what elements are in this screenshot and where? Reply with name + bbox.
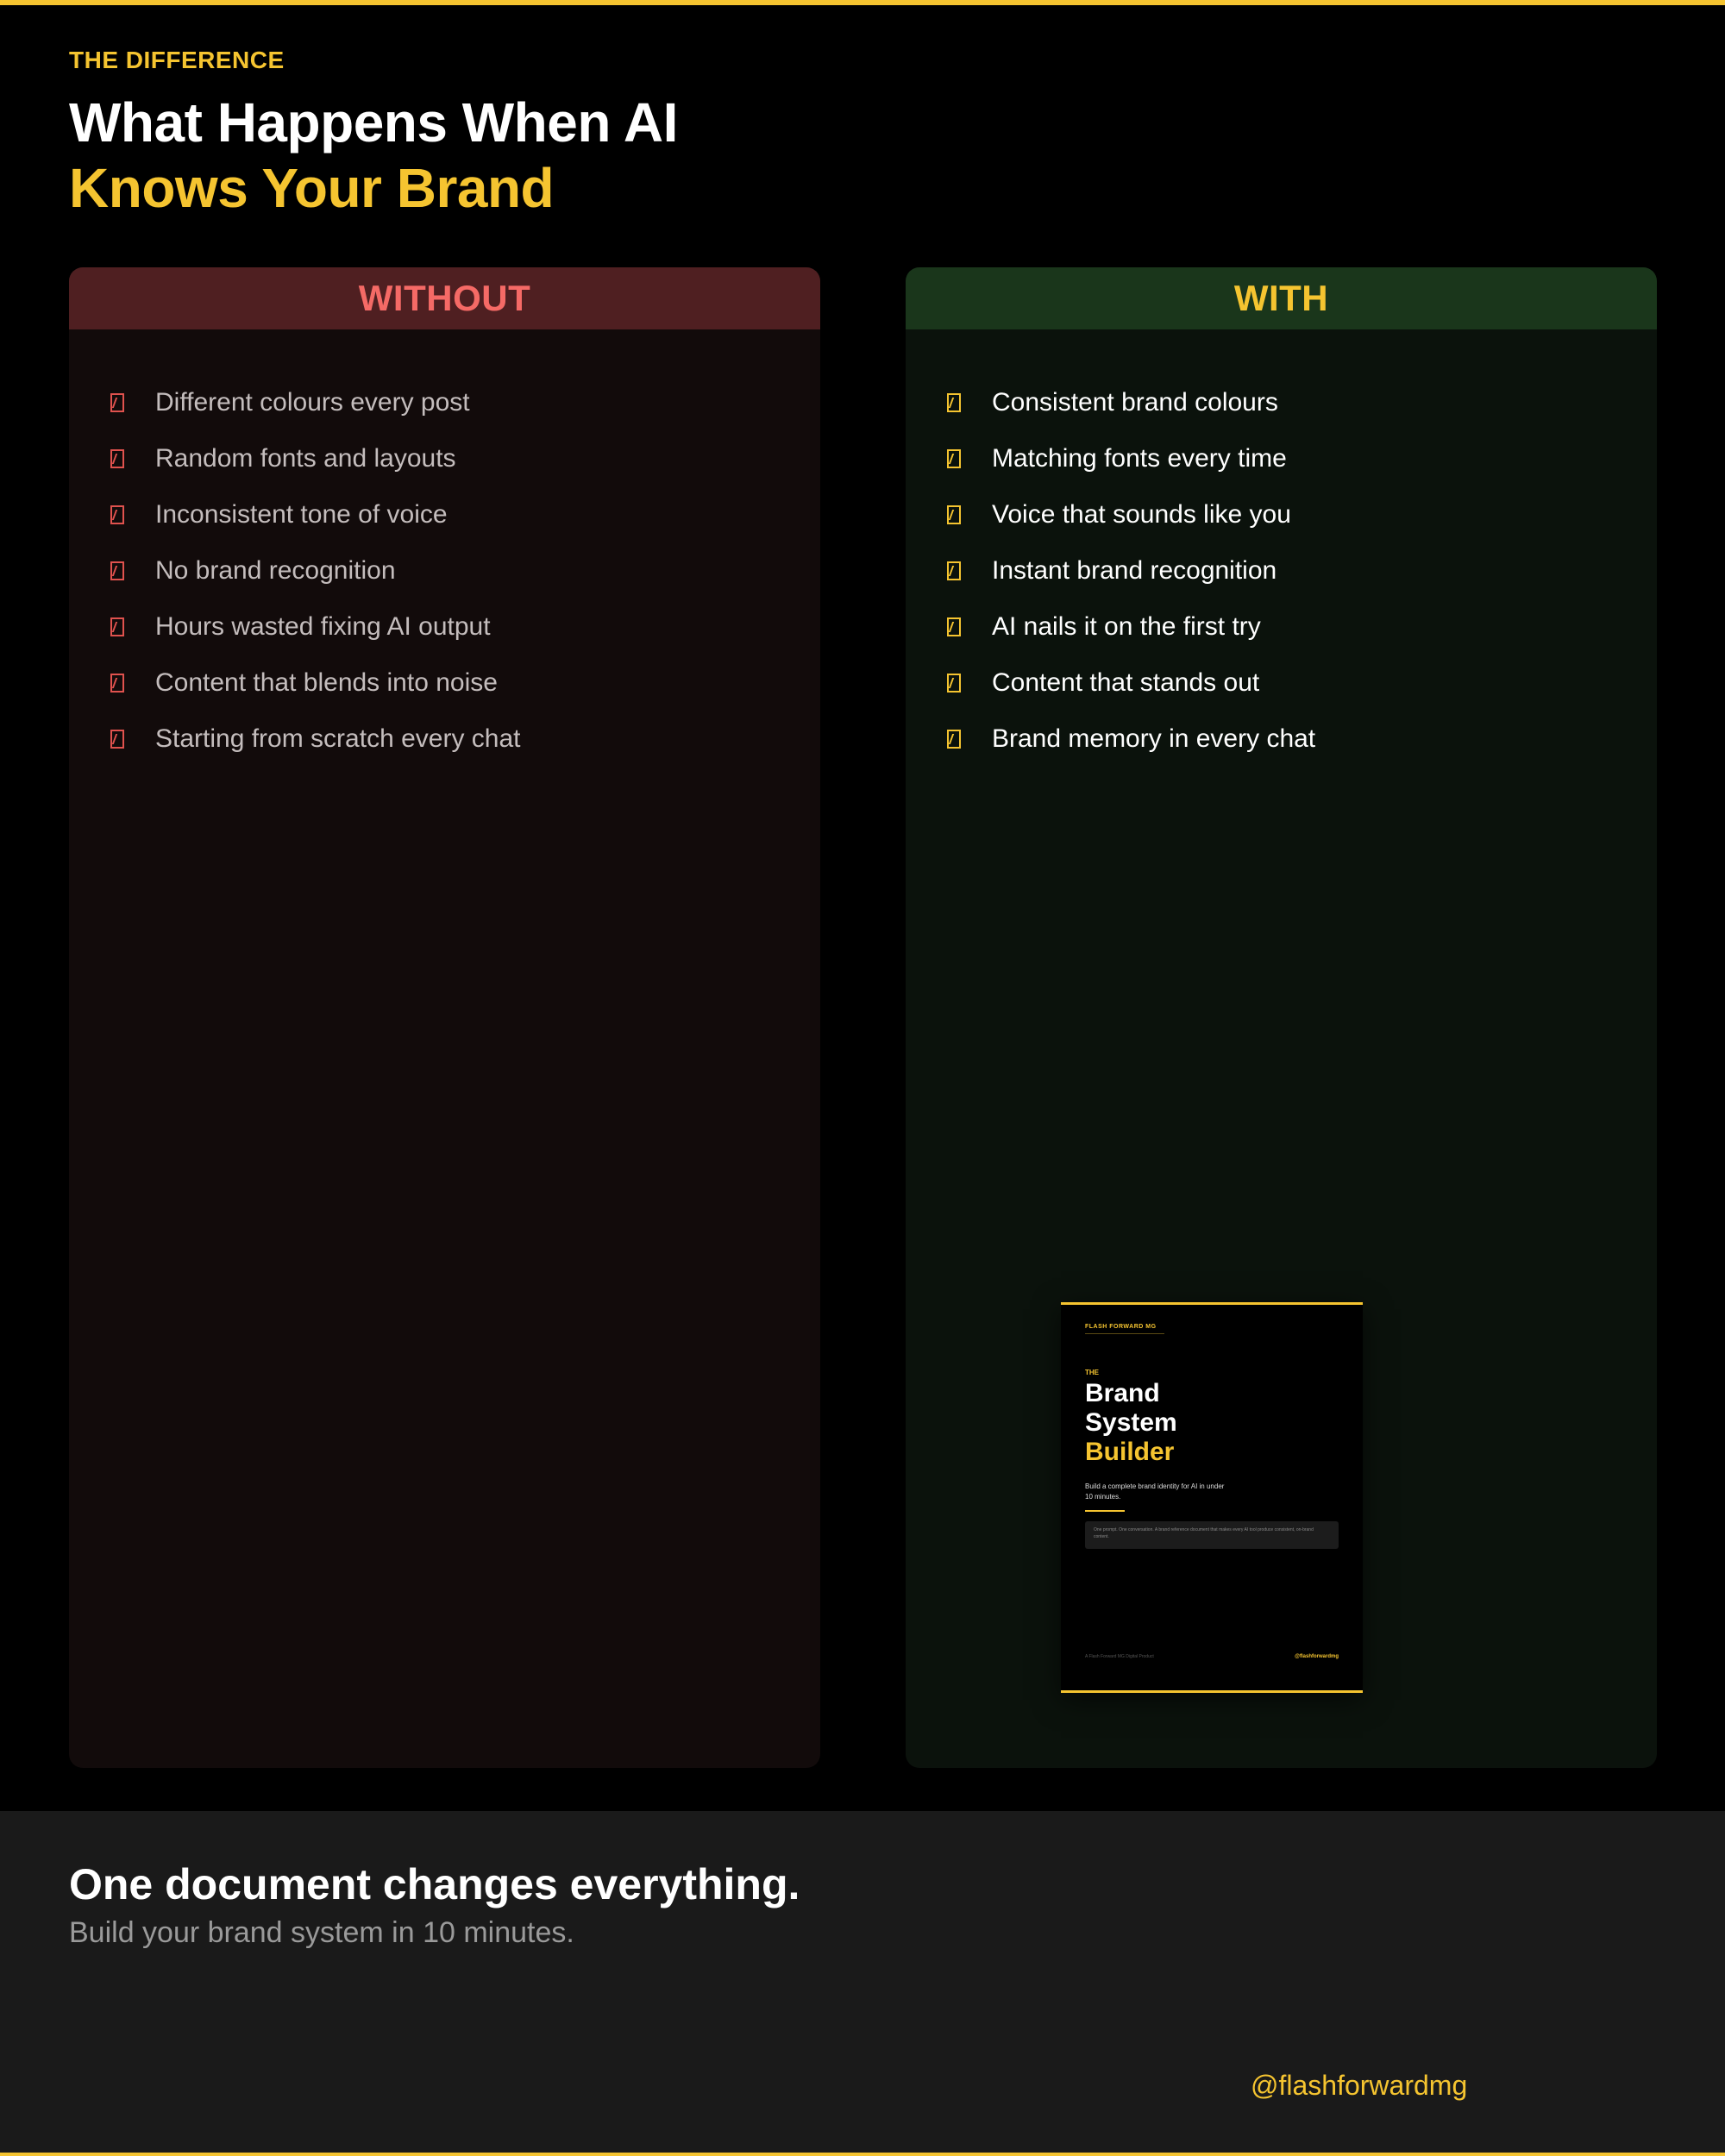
- cross-icon: [110, 674, 155, 693]
- check-icon: [947, 449, 992, 468]
- social-handle[interactable]: @flashforwardmg: [1251, 2070, 1468, 2101]
- check-icon: [947, 617, 992, 636]
- with-list: [906, 329, 1657, 767]
- with-item-text: Brand memory in every chat: [992, 724, 1316, 753]
- cover-title: [1085, 1379, 1177, 1467]
- footer-band: [0, 1811, 1725, 2156]
- with-item-text: Content that stands out: [992, 667, 1260, 697]
- title-line-1: What Happens When AI: [69, 91, 678, 154]
- cover-callout-box: One prompt. One conversation. A brand reference document that makes every AI tool produce consistent, on-brand content.: [1085, 1521, 1339, 1549]
- without-item-text: Hours wasted fixing AI output: [155, 611, 491, 641]
- document-cover-preview: [1061, 1302, 1363, 1693]
- cross-icon: [110, 561, 155, 580]
- with-item: [947, 374, 1657, 430]
- with-item-text: Voice that sounds like you: [992, 499, 1291, 529]
- with-item-text: Consistent brand colours: [992, 387, 1278, 417]
- with-item-text: Instant brand recognition: [992, 555, 1277, 585]
- with-item: [947, 711, 1657, 767]
- without-item: [110, 430, 820, 486]
- without-item-text: Inconsistent tone of voice: [155, 499, 448, 529]
- cover-title-line-1: Brand: [1085, 1379, 1160, 1407]
- title-line-2: Knows Your Brand: [69, 157, 555, 219]
- cross-icon: [110, 393, 155, 412]
- without-item-text: Starting from scratch every chat: [155, 724, 521, 753]
- without-item: [110, 486, 820, 542]
- without-item-text: No brand recognition: [155, 555, 396, 585]
- cover-title-line-3: Builder: [1085, 1438, 1175, 1466]
- cover-footer-left: A Flash Forward MG Digital Product: [1085, 1654, 1154, 1659]
- check-icon: [947, 561, 992, 580]
- with-panel: [906, 267, 1657, 1768]
- without-panel: [69, 267, 820, 1768]
- footer-headline: One document changes everything.: [69, 1860, 800, 1908]
- without-item: [110, 655, 820, 711]
- cover-title-line-2: System: [1085, 1408, 1177, 1437]
- without-item-text: Different colours every post: [155, 387, 470, 417]
- cover-divider: [1085, 1333, 1164, 1334]
- cross-icon: [110, 505, 155, 524]
- top-accent-rule: [0, 0, 1725, 5]
- with-item: [947, 430, 1657, 486]
- without-item-text: Random fonts and layouts: [155, 443, 456, 473]
- cross-icon: [110, 730, 155, 749]
- without-list: [69, 329, 820, 767]
- with-item: [947, 542, 1657, 599]
- check-icon: [947, 393, 992, 412]
- with-item: [947, 486, 1657, 542]
- cross-icon: [110, 617, 155, 636]
- without-panel-header: WITHOUT: [69, 267, 820, 329]
- bottom-accent-rule: [0, 2153, 1725, 2156]
- cover-brand-label: FLASH FORWARD MG: [1085, 1324, 1157, 1330]
- cover-footer-handle: @flashforwardmg: [1295, 1654, 1339, 1659]
- check-icon: [947, 730, 992, 749]
- cover-eyebrow: THE: [1085, 1369, 1099, 1376]
- with-item: [947, 599, 1657, 655]
- without-item: [110, 374, 820, 430]
- with-item-text: Matching fonts every time: [992, 443, 1287, 473]
- without-item: [110, 542, 820, 599]
- page-title: [69, 90, 678, 221]
- cross-icon: [110, 449, 155, 468]
- footer-subtext: Build your brand system in 10 minutes.: [69, 1916, 574, 1949]
- without-item: [110, 599, 820, 655]
- eyebrow-label: THE DIFFERENCE: [69, 47, 285, 73]
- with-item-text: AI nails it on the first try: [992, 611, 1261, 641]
- cover-subtitle: Build a complete brand identity for AI in under 10 minutes.: [1085, 1482, 1225, 1501]
- without-item-text: Content that blends into noise: [155, 667, 498, 697]
- without-item: [110, 711, 820, 767]
- with-item: [947, 655, 1657, 711]
- check-icon: [947, 674, 992, 693]
- check-icon: [947, 505, 992, 524]
- cover-accent-line: [1085, 1510, 1125, 1512]
- with-panel-header: WITH: [906, 267, 1657, 329]
